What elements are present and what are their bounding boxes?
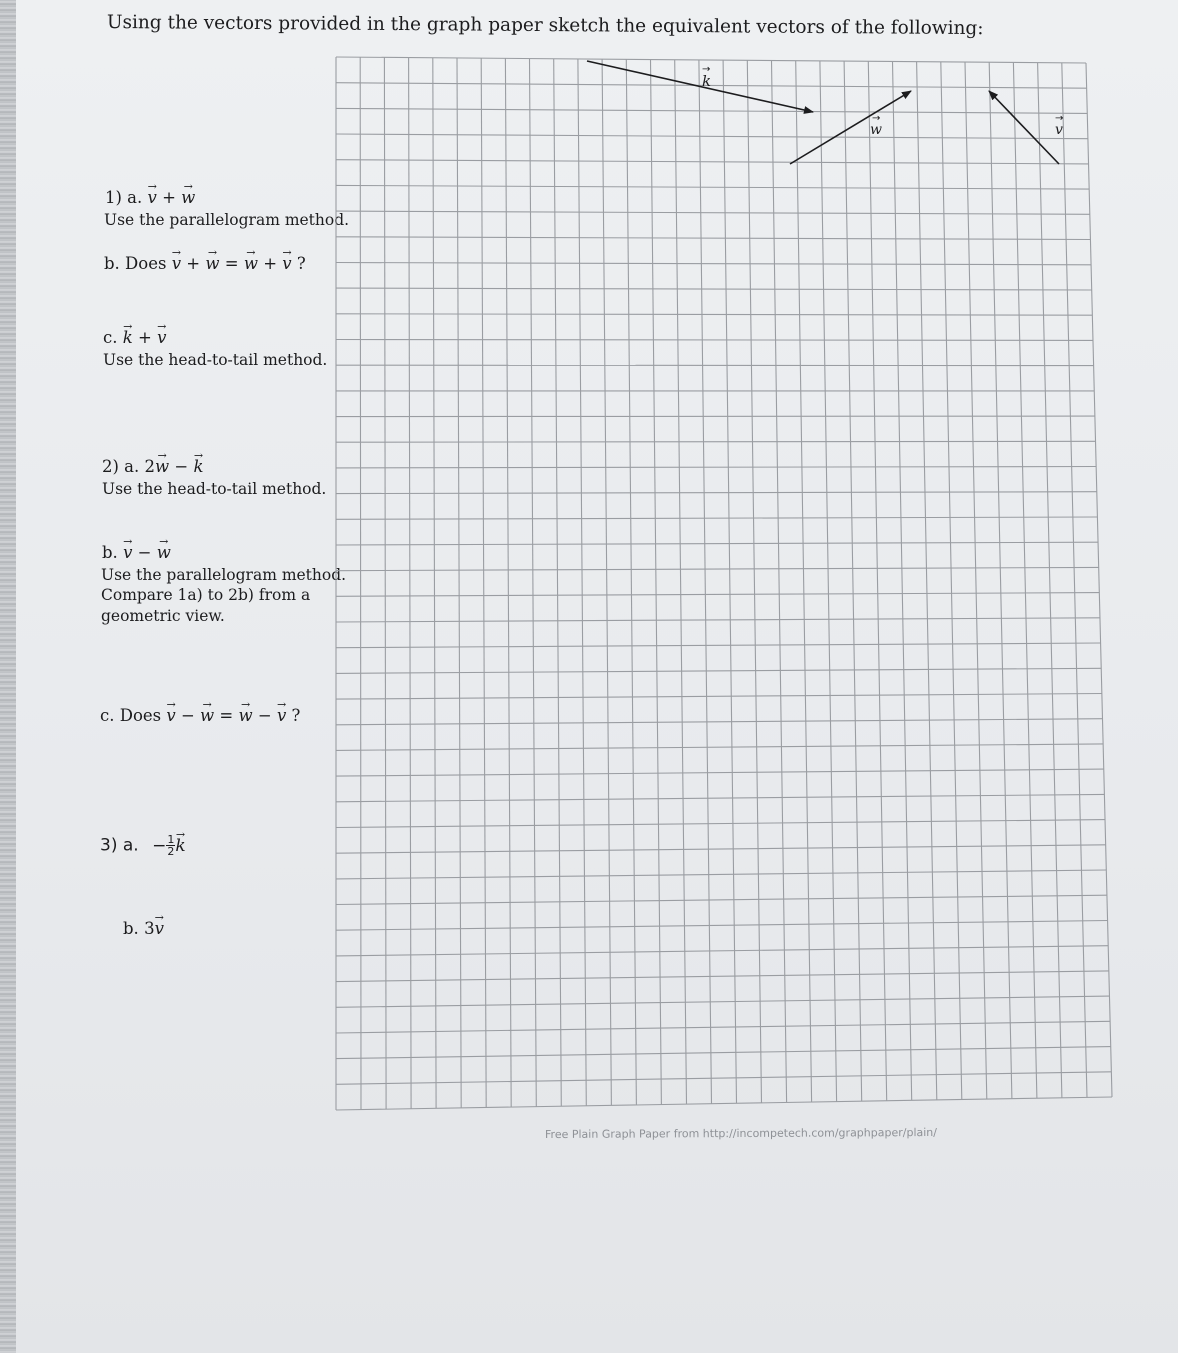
grid-line: [336, 517, 1097, 519]
vector-w-label-arrow: →: [872, 113, 881, 124]
grid-line: [1013, 62, 1037, 1098]
question-2b-compare-line-2: geometric view.: [101, 607, 225, 625]
plus-sign: +: [162, 188, 176, 207]
question-mark: ?: [291, 706, 301, 725]
grid-line: [336, 668, 1101, 673]
graph-grid-lines: [336, 57, 1112, 1110]
grid-line: [554, 59, 562, 1107]
minus-sign: −: [137, 543, 152, 562]
grid-line: [433, 58, 436, 1109]
question-1a-label: 1) a.: [105, 188, 143, 207]
vector-w-symbol: → w: [200, 706, 214, 726]
vector-v-symbol: → v: [155, 919, 164, 939]
question-1a-method: Use the parallelogram method.: [104, 211, 350, 229]
grid-line: [1086, 63, 1112, 1097]
worksheet-title: Using the vectors provided in the graph paper sketch the equivalent vectors of the following:: [106, 12, 984, 40]
minus-sign: −: [180, 706, 195, 725]
grid-line: [336, 996, 1110, 1007]
grid-line: [336, 492, 1097, 494]
vector-w-symbol: → w: [181, 188, 195, 208]
fraction-denominator: 2: [167, 845, 175, 858]
vector-v-symbol: → v: [157, 328, 166, 348]
grid-line: [336, 895, 1107, 904]
vector-v-label: v: [1055, 122, 1063, 138]
vector-w-arrow: [790, 91, 911, 164]
plus-sign: +: [186, 254, 201, 273]
grid-line: [651, 60, 662, 1105]
grid-line: [336, 719, 1103, 725]
grid-line: [336, 542, 1098, 545]
question-2a-method: Use the head-to-tail method.: [102, 480, 327, 498]
grid-line: [626, 59, 636, 1105]
coefficient-three: 3: [144, 919, 155, 938]
vector-w-symbol: → w: [205, 254, 219, 274]
minus-sign: −: [257, 706, 272, 725]
plus-sign: +: [138, 328, 152, 347]
grid-line: [336, 921, 1108, 931]
grid-line: [602, 59, 611, 1105]
question-3b-label: b.: [123, 919, 139, 938]
vector-v-symbol: → v: [172, 254, 181, 274]
grid-line: [336, 57, 1086, 63]
vector-w-symbol: → w: [244, 254, 258, 274]
vector-k-arrow: [587, 61, 813, 112]
grid-line: [1038, 63, 1062, 1098]
question-2b-label: b.: [102, 543, 118, 562]
grid-line: [917, 62, 937, 1100]
grid-line: [336, 314, 1092, 315]
equals-sign: =: [219, 706, 234, 725]
grid-line: [796, 61, 812, 1102]
question-1c-label: c.: [103, 328, 118, 347]
grid-line: [530, 59, 537, 1107]
grid-line: [868, 61, 886, 1101]
vector-w-symbol: → w: [239, 706, 253, 726]
grid-line: [457, 58, 461, 1108]
vector-v-symbol: → v: [277, 706, 286, 726]
grid-line: [723, 60, 736, 1103]
grid-line: [409, 58, 412, 1109]
plus-sign: +: [263, 254, 278, 273]
grid-line: [336, 618, 1100, 622]
grid-line: [336, 845, 1106, 853]
grid-line: [1062, 63, 1087, 1098]
grid-line: [844, 61, 862, 1101]
grid-line: [336, 134, 1088, 139]
grid-line: [336, 467, 1096, 468]
grid-line: [336, 820, 1105, 828]
graph-paper-credit: Free Plain Graph Paper from http://incompetech.com/graphpaper/plain/: [544, 1125, 938, 1142]
grid-line: [336, 794, 1104, 801]
vector-w-symbol: → w: [157, 543, 171, 563]
minus-sign: −: [152, 835, 167, 856]
question-mark: ?: [296, 254, 306, 273]
grid-line: [360, 57, 361, 1109]
grid-line: [941, 62, 962, 1100]
grid-line: [747, 60, 761, 1103]
vector-w-label: w: [870, 122, 882, 138]
grid-line: [336, 108, 1087, 113]
grid-line: [336, 83, 1087, 89]
grid-line: [336, 744, 1103, 751]
grid-line: [336, 237, 1090, 240]
vector-v-symbol: → v: [166, 706, 175, 726]
grid-line: [481, 58, 486, 1107]
grid-line: [699, 60, 712, 1104]
grid-line: [336, 288, 1092, 290]
question-2a-label: 2) a.: [102, 457, 140, 476]
minus-sign: −: [174, 457, 189, 476]
vector-k-symbol: → k: [123, 328, 133, 348]
grid-line: [336, 1021, 1110, 1033]
coefficient-two: 2: [144, 457, 156, 476]
grid-line: [675, 60, 687, 1104]
question-1b-label: b. Does: [104, 254, 167, 273]
grid-line: [336, 946, 1108, 956]
grid-line: [989, 62, 1012, 1099]
question-3a-label: 3) a.: [100, 835, 139, 856]
grid-line: [336, 643, 1101, 648]
grid-line: [505, 58, 511, 1107]
grid-line: [336, 1047, 1111, 1059]
grid-line: [336, 211, 1090, 214]
question-1c-method: Use the head-to-tail method.: [103, 351, 328, 369]
grid-line: [336, 1097, 1112, 1110]
question-2b-method: Use the parallelogram method.: [101, 566, 347, 584]
vector-v-symbol: → v: [282, 254, 291, 274]
grid-line: [336, 694, 1102, 700]
grid-line: [336, 1072, 1111, 1085]
vector-v-label-arrow: →: [1055, 113, 1064, 124]
grid-line: [893, 62, 912, 1101]
vector-w-symbol: → w: [155, 457, 169, 477]
question-2b-compare-line-1: Compare 1a) to 2b) from a: [101, 586, 311, 604]
grid-line: [336, 593, 1099, 597]
grid-line: [336, 769, 1104, 776]
grid-line: [336, 567, 1099, 570]
question-2c-label: c. Does: [100, 706, 162, 725]
vector-k-symbol: → k: [175, 836, 185, 856]
fraction-numerator: 1: [167, 833, 175, 846]
grid-line: [336, 185, 1089, 189]
vector-k-symbol: → k: [193, 457, 203, 477]
grid-line: [336, 160, 1089, 164]
grid-line: [336, 441, 1096, 442]
vector-v-arrow: [989, 91, 1059, 164]
grid-line: [336, 971, 1109, 982]
grid-line: [578, 59, 586, 1106]
grid-line: [336, 263, 1091, 265]
grid-line: [336, 870, 1106, 879]
vector-k-label: k: [702, 72, 712, 90]
grid-line: [965, 62, 987, 1099]
grid-line: [336, 340, 1093, 341]
vector-v-symbol: → v: [123, 543, 132, 563]
grid-line: [384, 57, 386, 1109]
grid-line: [772, 61, 787, 1103]
equals-sign: =: [224, 254, 239, 273]
vector-v-symbol: → v: [148, 188, 157, 208]
vector-k-label-arrow: →: [702, 64, 711, 75]
grid-line: [820, 61, 837, 1102]
grid-line: [336, 416, 1095, 417]
